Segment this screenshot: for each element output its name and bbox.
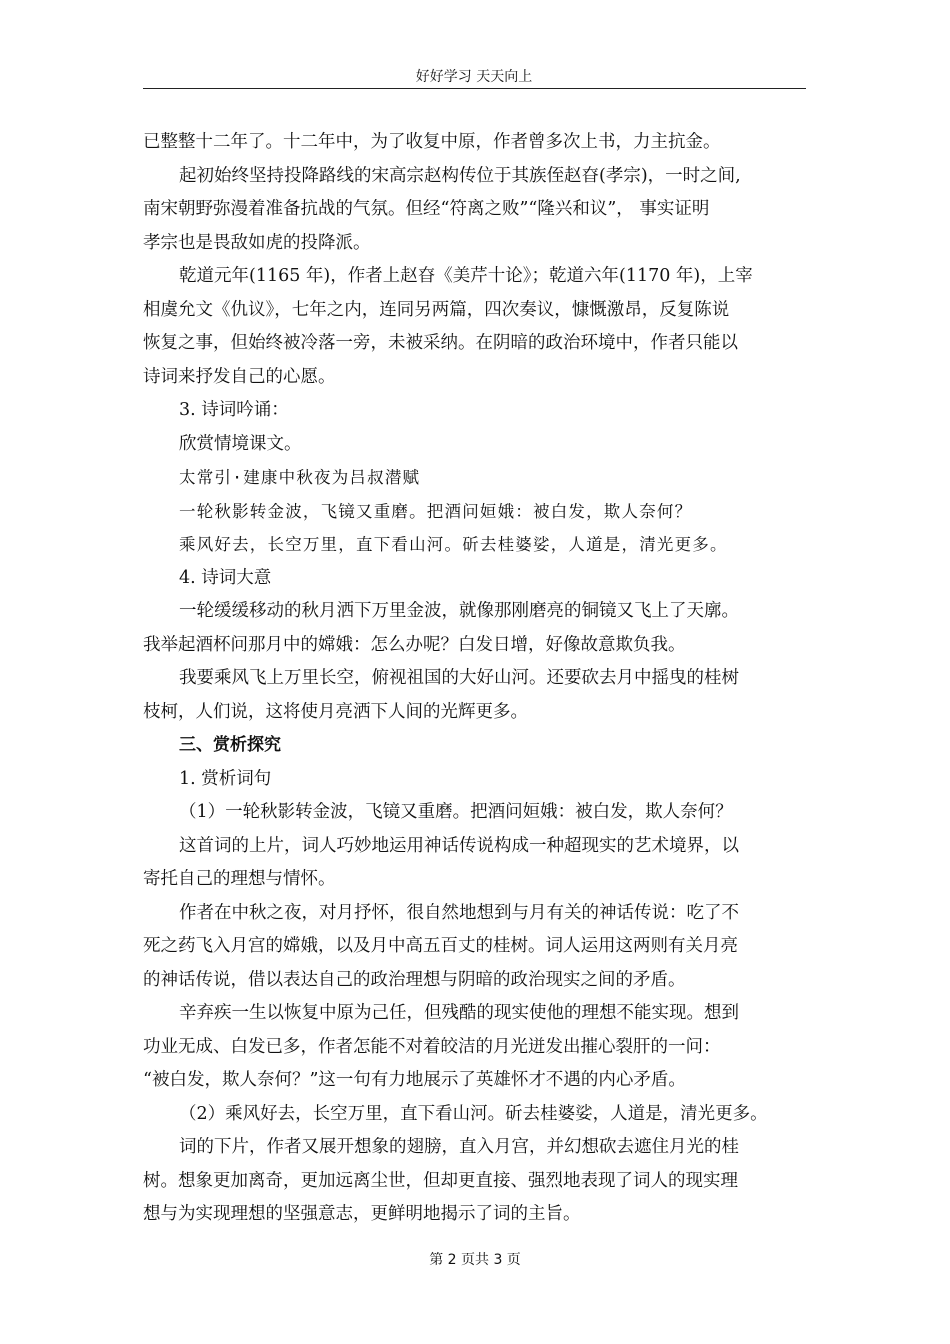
- text-line: 3. 诗词吟诵：: [179, 400, 289, 420]
- text-line: 我举起酒杯问那月中的嫦娥：怎么办呢？白发日增，好像故意欺负我。: [143, 634, 686, 655]
- text-line: 南宋朝野弥漫着准备抗战的气氛。但经“符离之败”“隆兴和议”， 事实证明: [143, 199, 710, 219]
- page-footer: 第 2 页共 3 页: [429, 1252, 521, 1268]
- text-line: “被白发，欺人奈何？”这一句有力地展示了英雄怀才不遇的内心矛盾。: [143, 1070, 686, 1090]
- text-line: 寄托自己的理想与情怀。: [143, 869, 336, 889]
- text-line: 1. 赏析词句: [179, 768, 272, 789]
- text-line: 乘风好去，长空万里，直下看山河。斫去桂婆娑，人道是，清光更多。: [179, 535, 728, 554]
- text-line: 想与为实现理想的坚强意志，更鲜明地揭示了词的主旨。: [143, 1204, 581, 1224]
- text-line: 欣赏情境课文。: [179, 433, 302, 454]
- text-line: 三、赏析探究: [179, 735, 281, 755]
- text-line: 这首词的上片，词人巧妙地运用神话传说构成一种超现实的艺术境界，以: [179, 835, 739, 856]
- text-line: 词的下片，作者又展开想象的翅膀，直入月宫，并幻想砍去遮住月光的桂: [179, 1137, 739, 1157]
- header-rule: [143, 88, 806, 89]
- text-line: 我要乘风飞上万里长空，俯视祖国的大好山河。还要砍去月中摇曳的桂树: [179, 668, 739, 688]
- text-line: 功业无成、白发已多，作者怎能不对着皎洁的月光迸发出摧心裂肝的一问：: [143, 1036, 721, 1057]
- text-line: （2）乘风好去，长空万里，直下看山河。斫去桂婆娑，人道是，清光更多。: [179, 1103, 768, 1124]
- text-line: 的神话传说，借以表达自己的政治理想与阴暗的政治现实之间的矛盾。: [143, 969, 686, 990]
- text-line: 作者在中秋之夜，对月抒怀，很自然地想到与月有关的神话传说：吃了不: [179, 902, 739, 923]
- text-line: 恢复之事，但始终被冷落一旁，未被采纳。在阴暗的政治环境中，作者只能以: [143, 333, 738, 353]
- text-line: 已整整十二年了。十二年中，为了收复中原，作者曾多次上书，力主抗金。: [143, 132, 721, 152]
- text-line: 相虞允文《仇议》，七年之内，连同另两篇，四次奏议，慷慨激昂，反复陈说: [143, 299, 730, 320]
- text-line: 起初始终坚持投降路线的宋高宗赵构传位于其族侄赵昚(孝宗)，一时之间,: [179, 165, 741, 186]
- text-line: （1）一轮秋影转金波，飞镜又重磨。把酒问姮娥：被白发，欺人奈何？: [179, 802, 733, 822]
- text-line: 一轮秋影转金波，飞镜又重磨。把酒问姮娥：被白发，欺人奈何？: [179, 501, 693, 521]
- text-line: 死之药飞入月宫的嫦娥，以及月中高五百丈的桂树。词人运用这两则有关月亮: [143, 936, 738, 956]
- text-line: 乾道元年(1165 年)，作者上赵昚《美芹十论》；乾道六年(1170 年)，上宰: [179, 266, 753, 286]
- text-line: 4. 诗词大意: [179, 567, 272, 588]
- text-line: 辛弃疾一生以恢复中原为己任，但残酷的现实使他的理想不能实现。想到: [179, 1003, 739, 1023]
- text-line: 一轮缓缓移动的秋月洒下万里金波，就像那刚磨亮的铜镜又飞上了天廓。: [179, 601, 739, 621]
- text-line: 树。想象更加离奇，更加远离尘世，但却更直接、强烈地表现了词人的现实理: [143, 1170, 738, 1191]
- text-line: 诗词来抒发自己的心愿。: [143, 366, 336, 387]
- text-line: 太常引·建康中秋夜为吕叔潜赋: [179, 468, 421, 487]
- document-body: [143, 126, 807, 1232]
- page-header: 好好学习 天天向上: [415, 69, 533, 85]
- text-line: 孝宗也是畏敌如虎的投降派。: [143, 232, 371, 253]
- text-line: 枝柯，人们说，这将使月亮洒下人间的光辉更多。: [143, 701, 528, 722]
